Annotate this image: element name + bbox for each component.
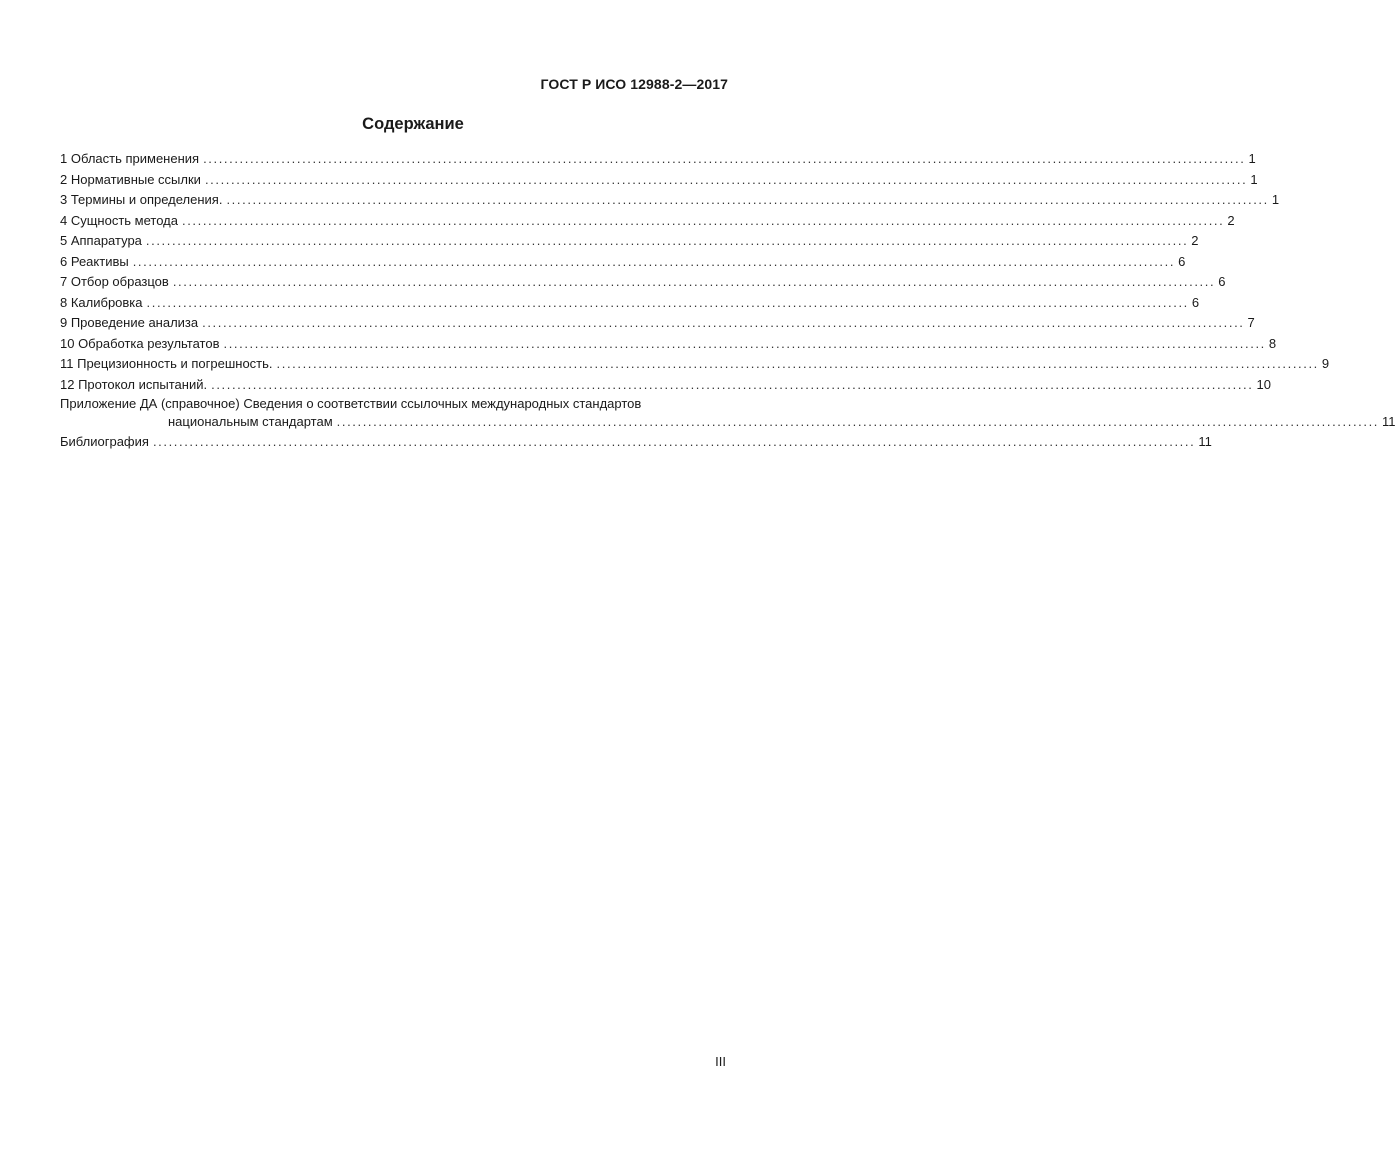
dot-leader: ........................................................................................................................................................................................................ [152,434,1196,449]
toc-entry[interactable] [60,375,1271,396]
toc-entry-page: 1 [1271,192,1280,207]
toc-entry-page: 1 [1250,171,1258,187]
dot-leader: ........................................................................................................................................................................................................ [223,335,1266,351]
dot-leader: ........................................................................................................................................................................................................ [203,151,1246,166]
toc-entry-label: 2 Нормативные ссылки [60,171,201,187]
dot-leader: ........................................................................................................................................................................................................ [204,171,1248,187]
dot-leader: ........................................................................................................................................................................................................ [146,294,1189,310]
toc-entry-page: 6 [1178,253,1186,269]
dot-leader: ........................................................................................................................................................................................................ [276,356,1319,371]
dot-leader: ........................................................................................................................................................................................................ [226,192,1269,207]
appendix-title-line2: национальным стандартам [168,414,333,429]
toc-entry-label: 8 Калибровка [60,294,143,310]
toc-entry[interactable] [60,231,1199,252]
toc-entry-label: 11 Прецизионность и погрешность. [60,356,273,371]
toc-entry-page: 2 [1191,233,1199,248]
toc-entry[interactable] [60,190,1280,211]
toc-entry-page: 6 [1191,294,1200,310]
toc-entry[interactable] [60,313,1255,334]
dot-leader: ........................................................................................................................................................................................................ [145,233,1189,248]
toc-entry-bibliography[interactable] [60,432,1212,453]
toc-entry-appendix[interactable] [60,395,1396,430]
dot-leader: ........................................................................................................................................................................................................ [172,274,1216,289]
toc-entry-label: 6 Реактивы [60,253,129,269]
toc-entry[interactable] [60,149,1256,170]
toc-entry-page: 1 [1248,151,1256,166]
toc-entry[interactable] [60,211,1235,232]
toc-entry-page: 2 [1227,212,1235,228]
dot-leader: ........................................................................................................................................................................................................ [181,212,1225,228]
appendix-title-line1: Приложение ДА (справочное) Сведения о соответствии ссылочных международных стандартов [60,396,642,411]
toc-entry-page: 11 [1198,434,1212,449]
toc-entry-label: 10 Обработка результатов [60,335,220,351]
toc-entry-label: 12 Протокол испытаний. [60,376,208,392]
toc-entry-label: 3 Термины и определения. [60,192,223,207]
toc-entry-label: 1 Область применения [60,151,200,166]
toc-entry-label: 5 Аппаратура [60,233,142,248]
document-code: ГОСТ Р ИСО 12988-2—2017 [540,76,728,92]
toc-entry-page: 9 [1321,356,1330,371]
toc-entry[interactable] [60,334,1277,355]
dot-leader: ........................................................................................................................................................................................................ [336,414,1380,429]
toc-entry[interactable] [60,252,1186,273]
dot-leader: ........................................................................................................................................................................................................ [132,253,1176,269]
toc-entry[interactable] [60,293,1200,314]
toc-entry-label: Библиография [60,434,149,449]
toc-title: Содержание [362,115,464,133]
dot-leader: ........................................................................................................................................................................................................ [202,315,1245,330]
toc-entry-page: 7 [1247,315,1255,330]
table-of-contents [60,149,1396,453]
toc-entry-label: 9 Проведение анализа [60,315,199,330]
toc-entry-label: 7 Отбор образцов [60,274,169,289]
toc-entry-page: 11 [1382,414,1396,429]
toc-entry-page: 10 [1256,376,1271,392]
toc-entry-label: 4 Сущность метода [60,212,178,228]
dot-leader: ........................................................................................................................................................................................................ [211,376,1254,392]
toc-entry[interactable] [60,272,1226,293]
toc-entry[interactable] [60,170,1258,191]
toc-entry-page: 8 [1268,335,1277,351]
toc-entry-page: 6 [1218,274,1226,289]
toc-entry[interactable] [60,354,1330,375]
page-number: III [715,1054,726,1069]
